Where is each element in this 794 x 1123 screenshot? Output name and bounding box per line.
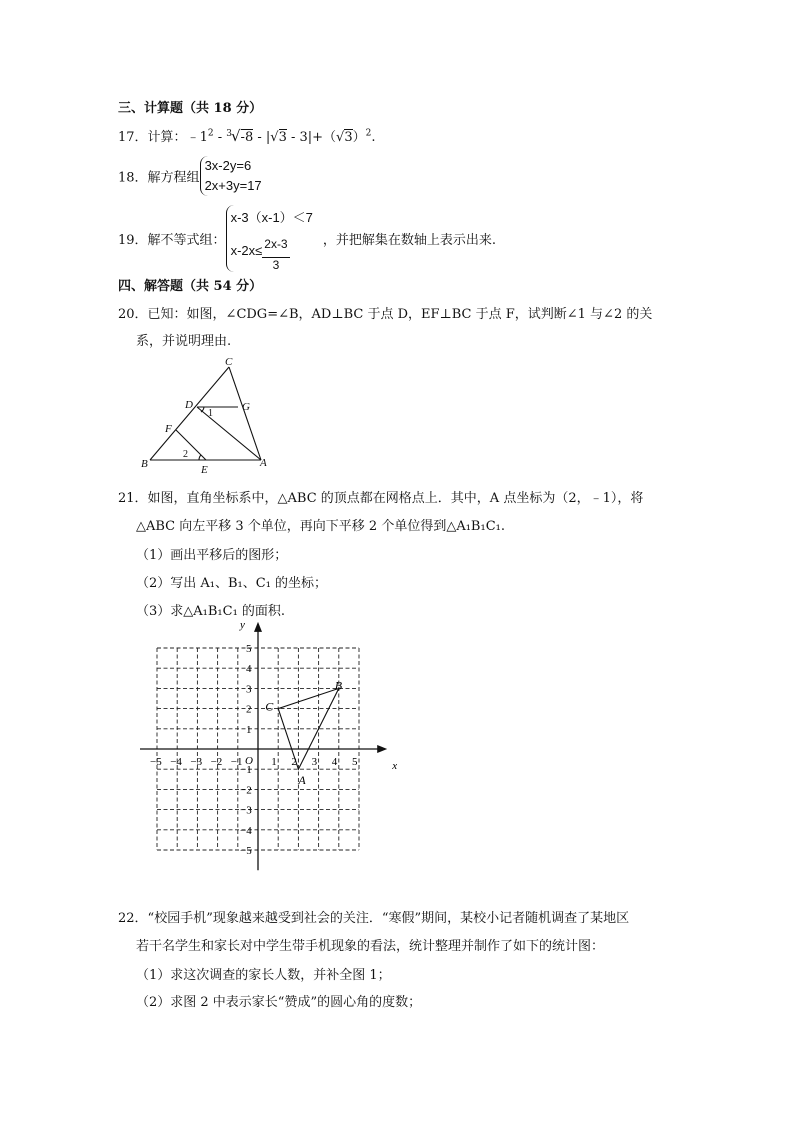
label-G: G — [242, 401, 250, 413]
y-tick-label: 2 — [246, 703, 252, 716]
x-tick-label: −2 — [210, 756, 223, 768]
x-tick-label: −3 — [190, 756, 203, 768]
label-C: C — [225, 356, 233, 368]
point-label-A: A — [298, 773, 306, 788]
question-20-line-1: 20．已知：如图，∠CDG=∠B，AD⊥BC 于点 D，EF⊥BC 于点 F，试判断∠1 与∠2 的关 — [118, 307, 653, 322]
x-axis-arrow — [377, 745, 387, 753]
section-4-title: 四、解答题（共 54 分） — [118, 279, 263, 294]
coordinate-grid-figure — [140, 622, 400, 877]
y-tick-label: 5 — [246, 643, 252, 655]
x-tick-label: 3 — [311, 756, 318, 768]
question-17: 17．计算：$﹣1^2 - ^3√-8 - |√3 - 3|+(√3)^2$. — [118, 127, 376, 145]
x-tick-label: −4 — [170, 756, 182, 768]
segment-BC — [150, 367, 229, 460]
x-tick-label: 2 — [291, 756, 297, 768]
x-tick-label: 4 — [331, 756, 338, 768]
question-19: 19．解不等式组： x-3（x-1）＜7 x-2x≤ $\frac{2x-3}{3}$ ，并把解集在数轴上表示出来. — [118, 205, 496, 272]
point-label-C: C — [265, 699, 274, 714]
x-axis-label: x — [392, 760, 398, 772]
question-22-sub-1: （1）求这次调查的家长人数，并补全图 1； — [136, 968, 391, 983]
y-axis-label: y — [240, 622, 245, 631]
x-tick-label: 5 — [352, 756, 358, 768]
y-tick-label: −1 — [240, 764, 252, 777]
y-tick-label: −2 — [240, 784, 252, 797]
x-tick-label: 1 — [271, 756, 277, 768]
point-label-B: B — [334, 678, 343, 693]
origin-label: O — [245, 755, 253, 767]
inequality-system: x-3（x-1）＜7 x-2x≤ $\frac{2x-3}{3}$ — [226, 205, 313, 272]
segment-FE — [176, 430, 206, 460]
question-18: 18．解方程组 3x-2y=6 2x+3y=17 — [118, 156, 262, 196]
y-tick-label: 4 — [246, 663, 252, 676]
angle-2-arc — [199, 455, 201, 460]
label-B: B — [141, 458, 148, 470]
question-22-line-2: 若干名学生和家长对中学生带手机现象的看法，统计整理并制作了如下的统计图： — [136, 939, 605, 954]
x-tick-label: −1 — [230, 756, 243, 768]
question-21-sub-1: （1）画出平移后的图形； — [136, 548, 288, 563]
label-angle-1: 1 — [208, 408, 213, 419]
y-tick-label: −4 — [240, 824, 252, 837]
question-21-line-1: 21．如图，直角坐标系中，△ABC 的顶点都在网格点上．其中，A 点坐标为（2，﹣1），将 — [118, 491, 644, 506]
label-D: D — [185, 399, 193, 411]
y-tick-label: −3 — [240, 804, 252, 817]
y-axis-arrow — [254, 622, 262, 632]
angle-1-arc — [201, 407, 204, 412]
y-tick-label: 1 — [246, 723, 252, 736]
question-21-sub-2: （2）写出 A₁、B₁、C₁ 的坐标； — [136, 576, 328, 591]
question-21-line-2: △ABC 向左平移 3 个单位，再向下平移 2 个单位得到△A₁B₁C₁. — [136, 519, 505, 534]
question-22-line-1: 22．“校园手机”现象越来越受到社会的关注．“寒假”期间，某校小记者随机调查了某地区 — [118, 911, 630, 926]
triangle-figure — [135, 355, 280, 475]
label-F: F — [165, 423, 172, 435]
label-E: E — [201, 464, 208, 475]
equation-system: 3x-2y=6 2x+3y=17 — [200, 156, 262, 196]
y-tick-label: −5 — [240, 845, 252, 857]
section-3-title: 三、计算题（共 18 分） — [118, 101, 263, 116]
label-angle-2: 2 — [183, 449, 188, 460]
question-21-sub-3: （3）求△A₁B₁C₁ 的面积. — [136, 604, 286, 619]
x-tick-label: −5 — [150, 756, 162, 768]
question-22-sub-2: （2）求图 2 中表示家长“赞成”的圆心角的度数； — [136, 995, 422, 1010]
label-A: A — [260, 457, 267, 469]
question-20-line-2: 系，并说明理由. — [136, 334, 232, 349]
y-tick-label: 3 — [246, 683, 252, 696]
